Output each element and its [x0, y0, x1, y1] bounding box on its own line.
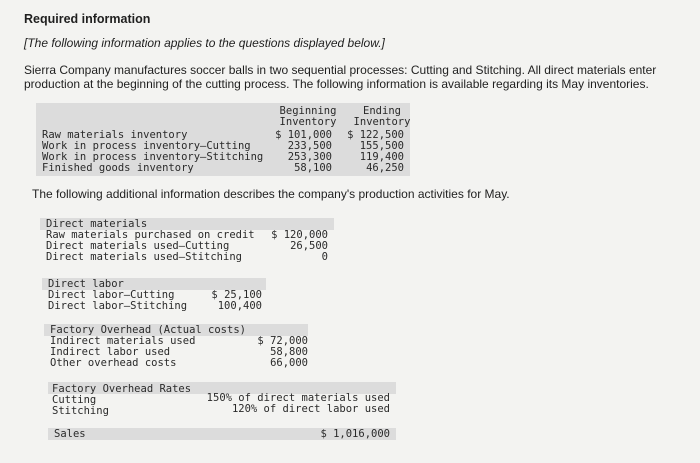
- factory-overhead-row-label: Indirect labor used: [50, 346, 171, 358]
- direct-materials-row-label: Direct materials used—Cutting: [46, 240, 230, 252]
- sales-value: $ 1,016,000: [320, 428, 390, 440]
- inventory-row-label: Raw materials inventory: [42, 129, 188, 141]
- overhead-rates-row-value: 150% of direct materials used: [206, 392, 390, 404]
- direct-labor-row-value: 100,400: [217, 300, 262, 312]
- factory-overhead-row-value: 58,800: [270, 346, 308, 358]
- direct-materials-row-value: 0: [321, 251, 328, 263]
- factory-overhead-row-value: 66,000: [270, 357, 308, 369]
- inventory-row-end: 46,250: [366, 162, 404, 174]
- direct-materials-title: Direct materials: [46, 218, 148, 230]
- inventory-row-label: Work in process inventory—Cutting: [42, 140, 251, 152]
- intro-paragraph: Sierra Company manufactures soccer balls in two sequential processes: Cutting and Stitching. All direct materials enter production at the beginning of the cutting process. The following information is available regarding its May inventories.: [24, 63, 657, 91]
- overhead-rates-row-label: Cutting: [52, 394, 97, 406]
- inventory-row-begin: 253,300: [287, 151, 332, 163]
- additional-info-text: The following additional information describes the company's production activities for May.: [32, 187, 510, 201]
- inventory-row-label: Finished goods inventory: [42, 162, 194, 174]
- direct-labor-row-label: Direct labor—Stitching: [48, 300, 188, 312]
- instruction-note: [The following information applies to the questions displayed below.]: [24, 36, 385, 50]
- direct-materials-row-label: Direct materials used—Stitching: [46, 251, 242, 263]
- overhead-rates-row-label: Stitching: [52, 405, 109, 417]
- direct-labor-row-label: Direct labor—Cutting: [48, 289, 175, 301]
- direct-materials-row-value: 26,500: [290, 240, 328, 252]
- direct-materials-row-label: Raw materials purchased on credit: [46, 229, 255, 241]
- inventory-row-begin: $ 101,000: [275, 129, 332, 141]
- inventory-row-end: 155,500: [359, 140, 404, 152]
- factory-overhead-title: Factory Overhead (Actual costs): [50, 324, 246, 336]
- direct-materials-row-value: $ 120,000: [271, 229, 328, 241]
- section-title: Required information: [24, 12, 151, 26]
- sales-label: Sales: [54, 428, 86, 440]
- inventory-row-begin: 233,500: [287, 140, 332, 152]
- factory-overhead-row-value: $ 72,000: [257, 335, 308, 347]
- inventory-row-end: $ 122,500: [347, 129, 404, 141]
- end-inventory-header-line2: Inventory: [353, 116, 411, 128]
- overhead-rates-row-value: 120% of direct labor used: [231, 403, 390, 415]
- end-inventory-header-line1: Ending: [363, 105, 401, 117]
- begin-inventory-header-line1: Beginning: [279, 105, 337, 117]
- factory-overhead-row-label: Indirect materials used: [50, 335, 196, 347]
- begin-inventory-header-line2: Inventory: [279, 116, 337, 128]
- direct-labor-row-value: $ 25,100: [211, 289, 262, 301]
- inventory-row-label: Work in process inventory—Stitching: [42, 151, 264, 163]
- direct-labor-title: Direct labor: [48, 278, 124, 290]
- inventory-row-begin: 58,100: [294, 162, 332, 174]
- overhead-rates-title: Factory Overhead Rates: [52, 383, 192, 395]
- factory-overhead-row-label: Other overhead costs: [50, 357, 177, 369]
- inventory-row-end: 119,400: [359, 151, 404, 163]
